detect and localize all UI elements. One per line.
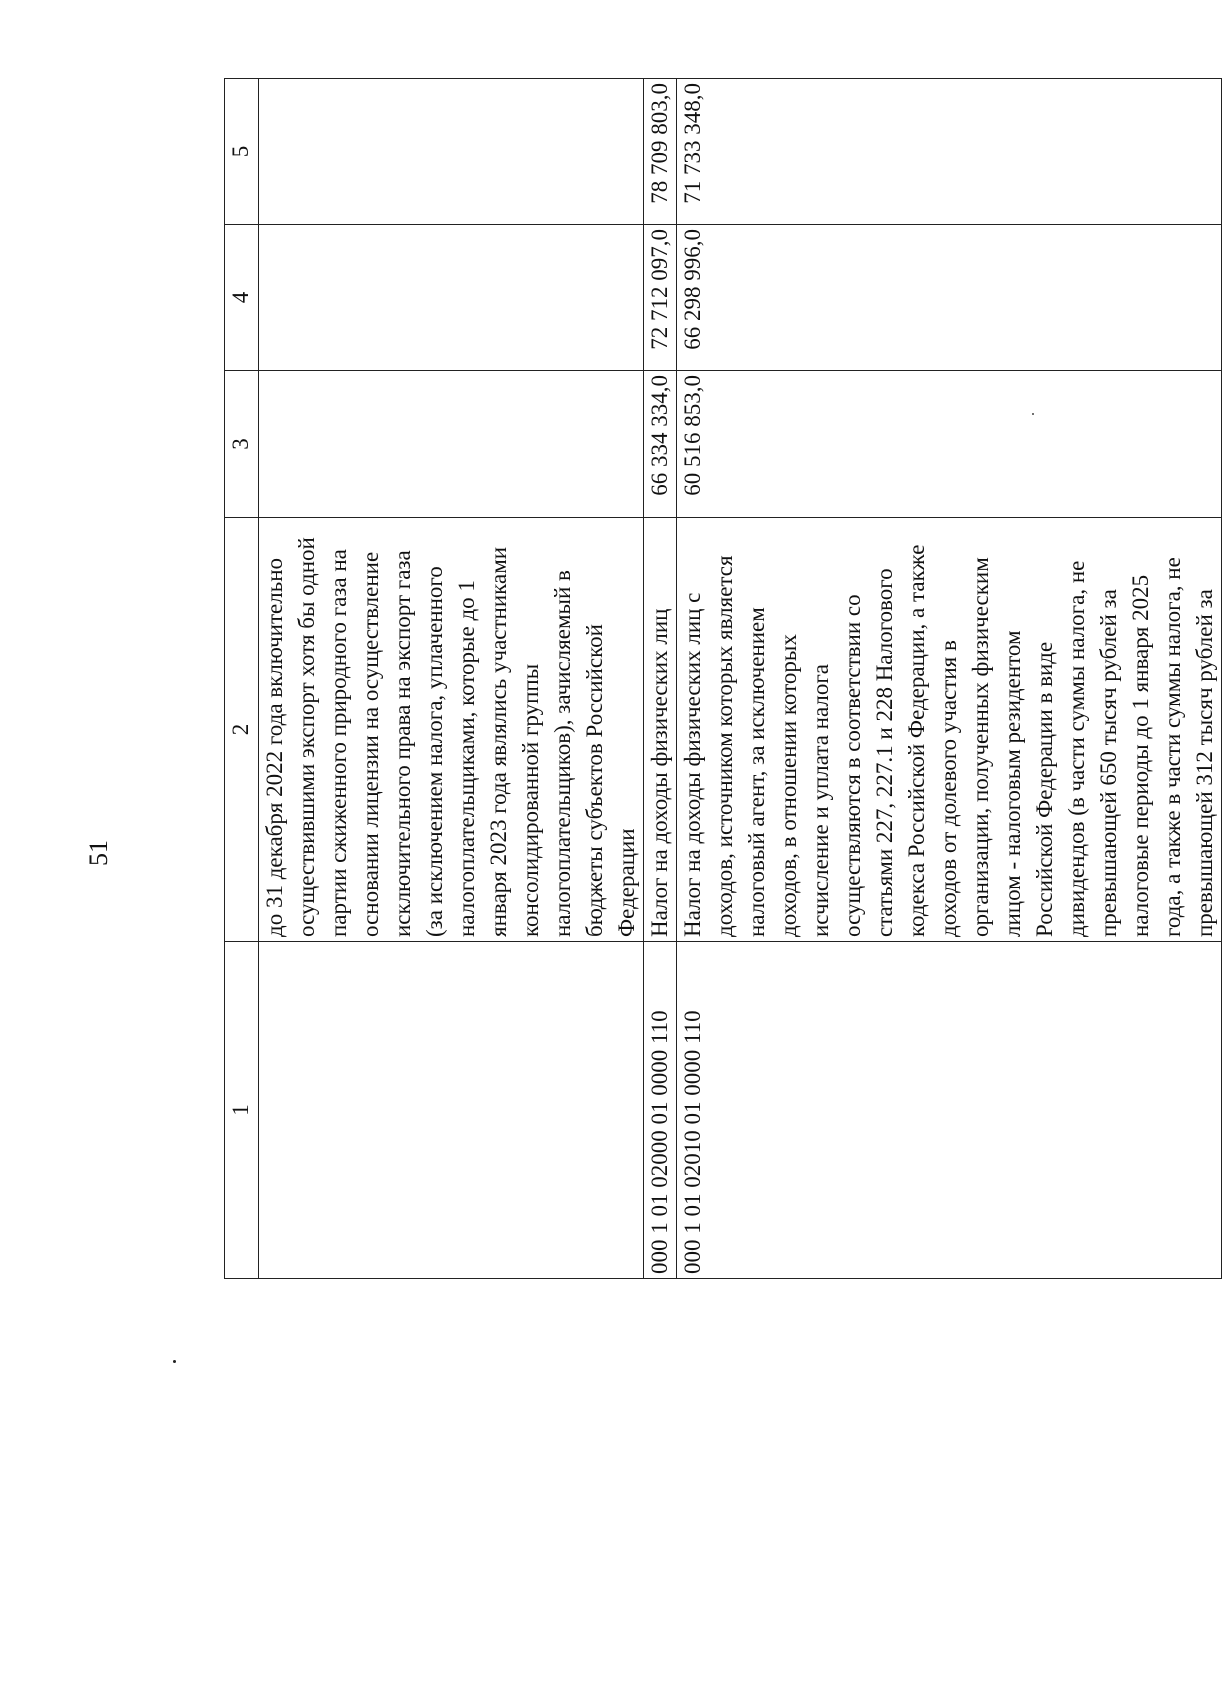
row-value-col5: 71 733 348,0 bbox=[677, 79, 1222, 225]
scan-speck bbox=[173, 1360, 176, 1363]
row-value-col3: 66 334 334,0 bbox=[644, 371, 677, 518]
row-code bbox=[259, 942, 644, 1279]
row-description: до 31 декабря 2022 года включительно осуществившими экспорт хотя бы одной партии сжиженного природного газа на основании лицензии на осуществление исключительного права на экспорт газа (за исключением налога, уплаченного налогоплательщиками, которые до 1 января 2023 года являлись участниками консолидированной группы налогоплательщиков), зачисляемый в бюджеты субъектов Российской Федерации bbox=[259, 518, 644, 942]
row-code: 000 1 01 02000 01 0000 110 bbox=[644, 942, 677, 1279]
row-description: Налог на доходы физических лиц с доходов, источником которых является налоговый агент, за исключением доходов, в отношении которых исчисление и уплата налога осуществляются в соответствии со статьями 227, 227.1 и 228 Налогового кодекса Российской Федерации, а также доходов от долевого участия в организации, полученных физическим лицом - налоговым резидентом Российской Федерации в виде дивидендов (в части суммы налога, не превышающей 650 тысяч рублей за налоговые периоды до 1 января 2025 года, а также в части суммы налога, не превышающей 312 тысяч рублей за bbox=[677, 518, 1222, 942]
row-value-col5 bbox=[259, 79, 644, 225]
table-container bbox=[224, 79, 1217, 1705]
page-number: 51 bbox=[84, 840, 113, 866]
header-col-1: 1 bbox=[225, 942, 259, 1279]
table-header-row bbox=[225, 79, 259, 1279]
row-value-col4: 66 298 996,0 bbox=[677, 225, 1222, 371]
row-value-col4: 72 712 097,0 bbox=[644, 225, 677, 371]
row-value-col3: 60 516 853,0 bbox=[677, 371, 1222, 518]
header-col-5: 5 bbox=[225, 79, 259, 225]
table-row bbox=[677, 79, 1222, 1279]
scan-mark bbox=[1032, 413, 1034, 415]
table-row bbox=[644, 79, 677, 1279]
header-col-4: 4 bbox=[225, 225, 259, 371]
row-value-col3 bbox=[259, 371, 644, 518]
header-col-3: 3 bbox=[225, 371, 259, 518]
header-col-2: 2 bbox=[225, 518, 259, 942]
row-value-col4 bbox=[259, 225, 644, 371]
table-row bbox=[259, 79, 644, 1279]
row-value-col5: 78 709 803,0 bbox=[644, 79, 677, 225]
budget-table bbox=[224, 78, 1222, 1279]
row-code: 000 1 01 02010 01 0000 110 bbox=[677, 942, 1222, 1279]
row-description: Налог на доходы физических лиц bbox=[644, 518, 677, 942]
rotated-page-content bbox=[224, 79, 1217, 1705]
